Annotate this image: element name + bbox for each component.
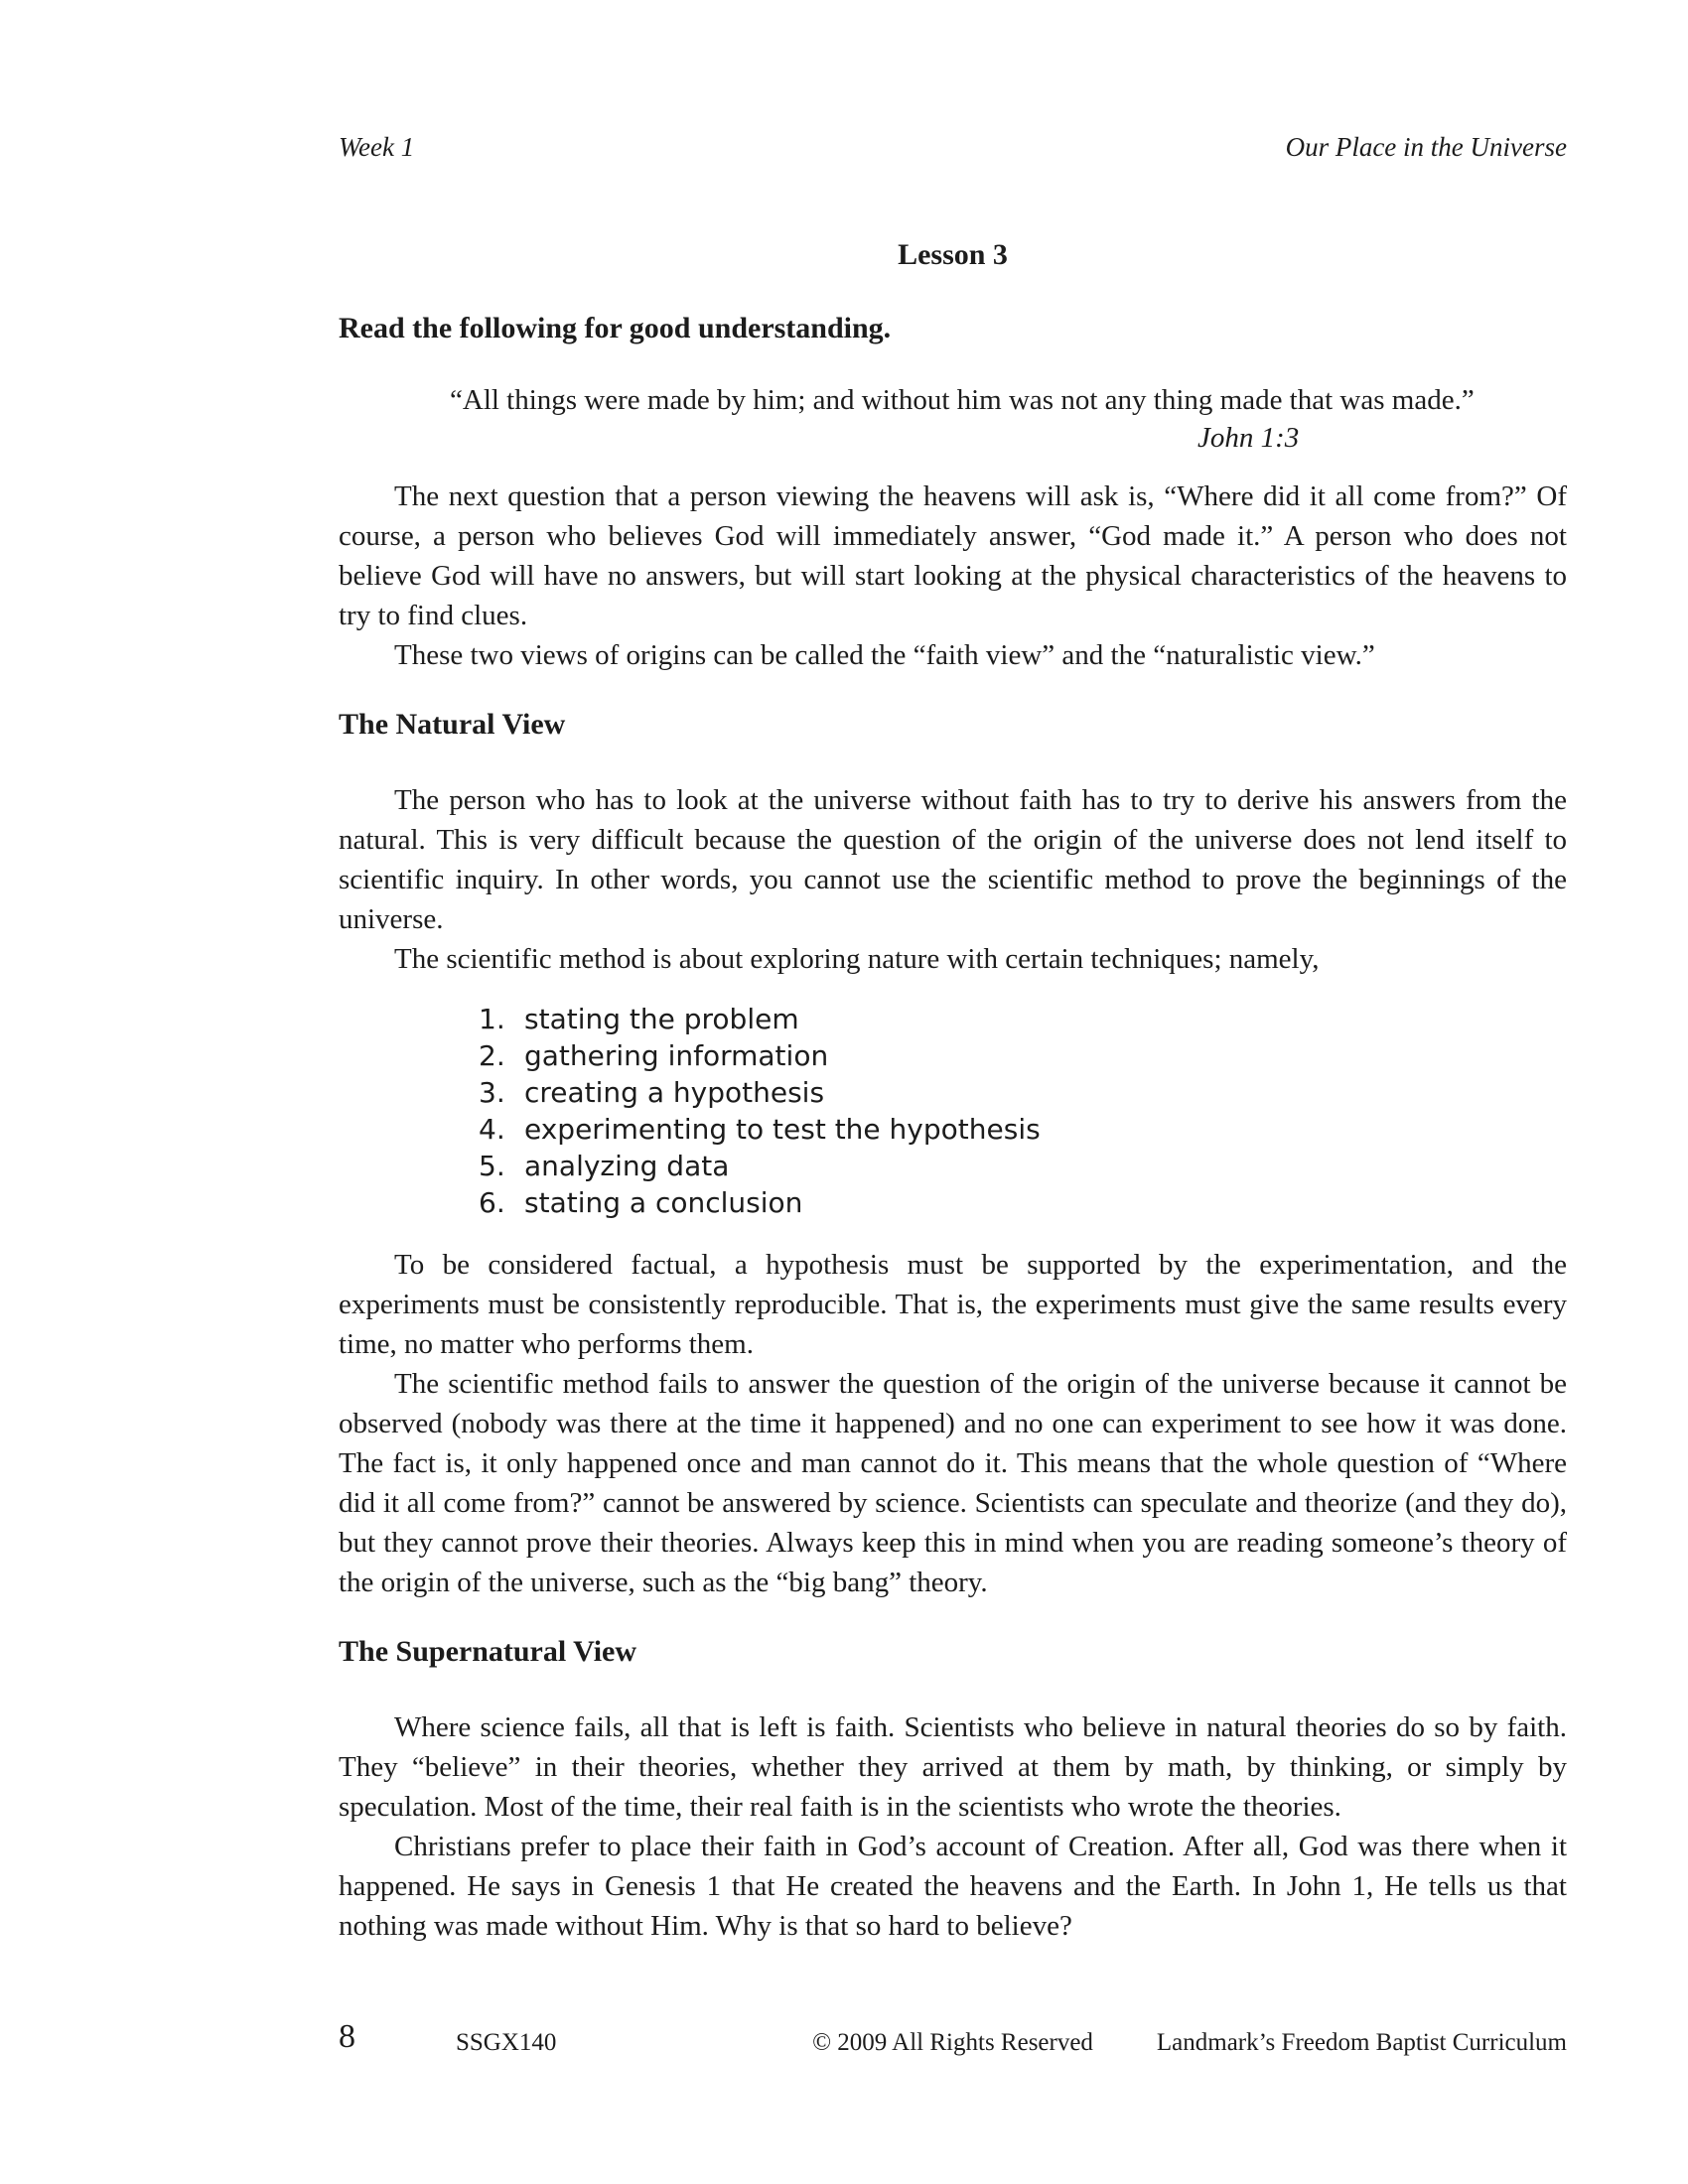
- copyright-notice: © 2009 All Rights Reserved: [812, 2029, 1093, 2056]
- list-item-label: analyzing data: [524, 1150, 730, 1182]
- list-item: [479, 1148, 1567, 1184]
- list-item-label: gathering information: [524, 1039, 829, 1072]
- list-item: [479, 1111, 1567, 1148]
- natural-view-paragraph: The scientific method fails to answer the question of the origin of the universe because it cannot be observed (nobody was there at the time it happened) and no one can experiment to see how it was done. The fact is, it only happened once and man cannot do it. This means that the whole question of “Where did it all come from?” cannot be answered by science. Scientists can speculate and theorize (and they do), but they cannot prove their theories. Always keep this in mind when you are reading someone’s theory of the origin of the universe, such as the “big bang” theory.: [339, 1368, 1567, 1598]
- list-item-label: experimenting to test the hypothesis: [524, 1113, 1041, 1146]
- natural-view-paragraph: The scientific method is about exploring nature with certain techniques; namely,: [394, 943, 1320, 975]
- list-item-number: 2.: [479, 1039, 505, 1072]
- list-item-number: 4.: [479, 1113, 505, 1146]
- page-footer: [339, 2018, 1567, 2059]
- publisher-name: Landmark’s Freedom Baptist Curriculum: [1156, 2029, 1567, 2056]
- natural-view-paragraph: To be considered factual, a hypothesis must be supported by the experimentation, and the experiments must be consistently reproducible. That is, the experiments must give the same results every time, no matter who performs them.: [339, 1249, 1567, 1360]
- list-item-label: creating a hypothesis: [524, 1076, 825, 1109]
- list-item-number: 5.: [479, 1150, 505, 1182]
- list-item: [479, 1037, 1567, 1074]
- scripture-quote: “All things were made by him; and without him was not any thing made that was made.”: [450, 384, 1475, 416]
- scripture-reference: John 1:3: [1197, 422, 1300, 454]
- section-heading-supernatural-view: The Supernatural View: [339, 1635, 637, 1668]
- course-code: SSGX140: [456, 2029, 557, 2056]
- list-item: [479, 1184, 1567, 1221]
- list-item-number: 1.: [479, 1003, 505, 1035]
- page-number: 8: [339, 2018, 355, 2055]
- header-week-label: Week 1: [339, 132, 415, 162]
- scientific-method-list: [479, 1001, 1567, 1221]
- list-item-number: 3.: [479, 1076, 505, 1109]
- list-item-label: stating the problem: [524, 1003, 799, 1035]
- instruction-heading: Read the following for good understanding.: [339, 312, 892, 344]
- page-content: [339, 0, 1567, 1946]
- list-item: [479, 1001, 1567, 1037]
- supernatural-view-paragraph: Christians prefer to place their faith in God’s account of Creation. After all, God was there when it happened. He says in Genesis 1 that He created the heavens and the Earth. In John 1, He tells us that nothing was made without Him. Why is that so hard to believe?: [339, 1831, 1567, 1942]
- intro-paragraph: The next question that a person viewing the heavens will ask is, “Where did it all come from?” Of course, a person who believes God will immediately answer, “God made it.” A person who does not believe God will have no answers, but will start looking at the physical characteristics of the heavens to try to find clues.: [339, 480, 1567, 631]
- supernatural-view-paragraph: Where science fails, all that is left is faith. Scientists who believe in natural theories do so by faith. They “believe” in their theories, whether they arrived at them by math, by thinking, or simply by speculation. Most of the time, their real faith is in the scientists who wrote the theories.: [339, 1711, 1567, 1823]
- header-book-title: Our Place in the Universe: [1285, 132, 1567, 162]
- lesson-title: Lesson 3: [898, 238, 1008, 271]
- running-header: [339, 129, 1567, 165]
- section-heading-natural-view: The Natural View: [339, 708, 566, 741]
- list-item: [479, 1074, 1567, 1111]
- list-item-label: stating a conclusion: [524, 1186, 803, 1219]
- natural-view-paragraph: The person who has to look at the universe without faith has to try to derive his answers from the natural. This is very difficult because the question of the origin of the universe does not lend itself to scientific inquiry. In other words, you cannot use the scientific method to prove the beginnings of the universe.: [339, 784, 1567, 935]
- intro-paragraph: These two views of origins can be called the “faith view” and the “naturalistic view.”: [394, 639, 1375, 671]
- list-item-number: 6.: [479, 1186, 505, 1219]
